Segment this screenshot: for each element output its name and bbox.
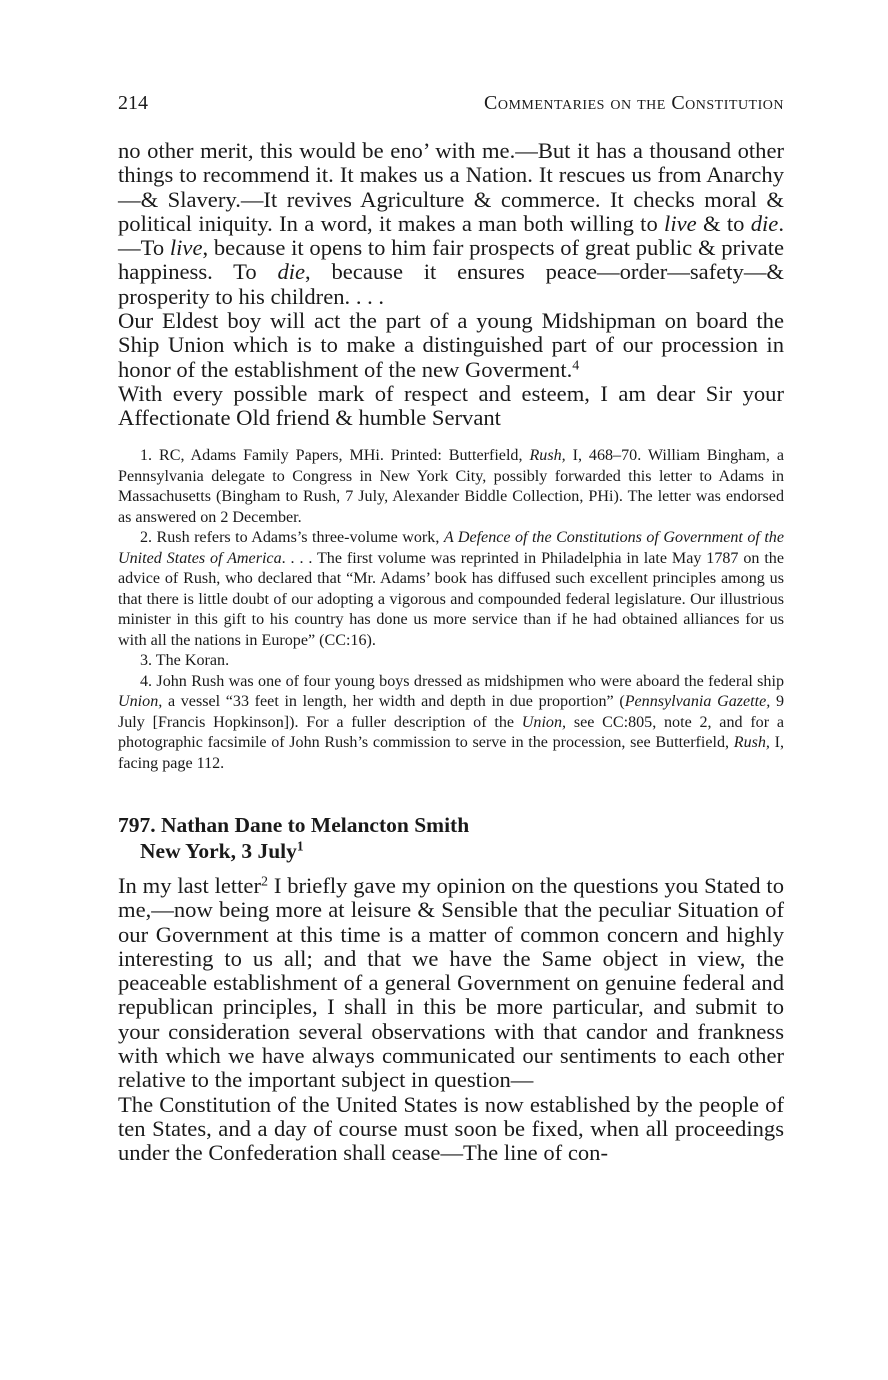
document-text — [118, 874, 784, 1166]
footnote-4: 4. John Rush was one of four young boys dressed as midshipmen who were aboard the federal ship Union, a vessel “33 feet in length, her width and depth in due proportion” (Pennsylvania Gazette, 9 July [Francis Hopkinson]). For a fuller description of the Union, see CC:805, note 2, and for a photographic facsimile of John Rush’s commission to serve in the procession, see Butterfield, Rush, I, facing page 112. — [118, 672, 784, 772]
letter-paragraph-1: no other merit, this would be eno’ with me.—But it has a thousand other things to recommend it. It makes us a Nation. It rescues us from Anarchy—& Slavery.—It revives Agriculture & commerce. It checks moral & political iniquity. In a word, it makes a man both willing to live & to die.—To live, because it opens to him fair prospects of great public & private happiness. To die, because it ensures peace—order—safety—& prosperity to his children. . . . — [118, 138, 785, 309]
document-paragraph-2: The Constitution of the United States is now established by the people of ten States, and a day of course must soon be fixed, when all proceedings under the Confederation shall cease—The line of con- — [118, 1091, 784, 1166]
footnote-2: 2. Rush refers to Adams’s three-volume work, A Defence of the Constitutions of Government of the United States of America. . . . The first volume was reprinted in Philadelphia in late May 1787 on the advice of Rush, who declared that “Mr. Adams’ book has diffused such excellent principles among us that there is little doubt of our adopting a vigorous and compounded federal legislature. Our illustrious minister in this gift to his country has done us more service than if he had obtained alliances for us with all the nations in Europe” (CC:16). — [118, 529, 784, 649]
document-paragraph-1: In my last letter$^2$ I briefly gave my opinion on the questions you Stated to me,—now being more at leisure & Sensible that the peculiar Situation of our Government at this time is a matter of common concern and highly interesting to us all; and that we have the Same object in view, the peaceable establishment of a general Government on genuine federal and republican principles, I shall in this be more particular, and submit to your consideration several observations with that candor and frankness with which we have always communicated our sentiments to each other relative to the important subject in question— — [118, 873, 784, 1093]
footnotes — [118, 446, 784, 774]
letter-paragraph-2: Our Eldest boy will act the part of a young Midshipman on board the Ship Union which is to make a distinguished part of our procession in honor of the establishment of the new Goverment.$^4$ — [118, 308, 784, 382]
footnote-1: 1. RC, Adams Family Papers, MHi. Printed: Butterfield, Rush, I, 468–70. William Bingham, a Pennsylvania delegate to Congress in New York City, possibly forwarded this letter to Adams in Massachusetts (Bingham to Rush, 7 July, Alexander Biddle Collection, PHi). The letter was endorsed as answered on 2 December. — [118, 447, 785, 526]
footnote-ref-2: 2 — [261, 874, 268, 890]
page-header — [118, 92, 784, 116]
page-number: 214 — [118, 92, 148, 114]
footnote-ref-1: 1 — [296, 838, 304, 854]
document-title: 797. Nathan Dane to Melancton Smith — [118, 813, 470, 837]
running-head: Commentaries on the Constitution — [484, 92, 784, 114]
footnote-ref-4: 4 — [572, 357, 580, 373]
document-heading — [118, 812, 784, 864]
letter-text — [118, 139, 784, 431]
footnote-3: 3. The Koran. — [140, 652, 230, 669]
letter-closing: With every possible mark of respect and esteem, I am dear Sir your Affectionate Old friend & humble Servant — [118, 380, 784, 431]
document-dateline: New York, 3 July$^1$ — [140, 838, 304, 863]
